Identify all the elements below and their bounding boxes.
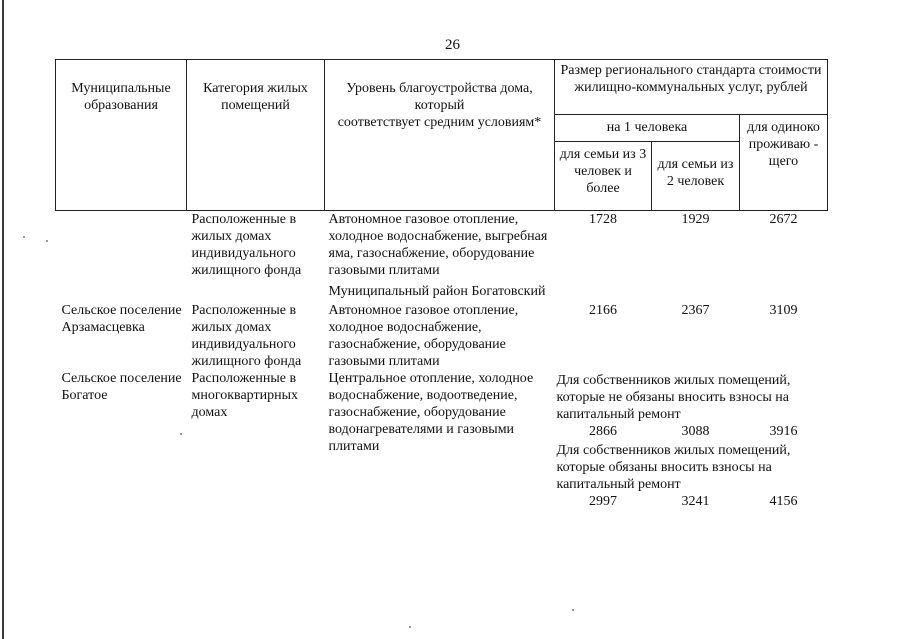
- cell-value-family3: 2166: [589, 303, 617, 318]
- standards-table: [55, 59, 828, 510]
- header-standard-line1: Размер регионального стандарта стоимости: [560, 63, 822, 78]
- header-category: Категория жилых помещений: [187, 60, 325, 211]
- cell-category: Расположенные в жилых домах индивидуального жилищного фонда: [191, 212, 302, 278]
- cell-value-single: 3109: [769, 303, 798, 318]
- header-level-line1: Уровень благоустройства дома, который: [346, 81, 533, 113]
- cell-value-single: 4156: [769, 494, 798, 509]
- scan-speck: [23, 236, 25, 238]
- page-number: 26: [445, 37, 460, 53]
- header-family2: для семьи из 2 человек: [652, 142, 740, 211]
- cell-category: Расположенные в жилых домах индивидуального жилищного фонда: [191, 303, 302, 369]
- cell-value-family2: 3088: [681, 424, 710, 439]
- note-capital-repair: Для собственников жилых помещений, которые обязаны вносить взносы на капитальный ремонт: [556, 443, 791, 492]
- cell-municipality: Сельское поселение Арзамасцевка: [61, 303, 182, 335]
- cell-value-family3: 2997: [589, 494, 617, 509]
- header-single: для одиноко проживаю - щего: [740, 115, 828, 211]
- scan-speck: [180, 433, 182, 435]
- header-family3: для семьи из 3 человек и более: [555, 142, 652, 211]
- scan-left-edge: [2, 0, 4, 639]
- header-per-person: на 1 человека: [555, 115, 740, 142]
- header-municipality: Муниципальные образования: [56, 60, 187, 211]
- district-heading: Муниципальный район Богатовский: [328, 284, 546, 299]
- note-no-capital-repair: Для собственников жилых помещений, которые не обязаны вносить взносы на капитальный ремонт: [556, 373, 791, 422]
- scan-speck: [572, 609, 574, 611]
- cell-level: Автономное газовое отопление, холодное водоснабжение, газоснабжение, оборудование газовыми плитами: [328, 303, 519, 369]
- scan-speck: [46, 240, 48, 242]
- cell-value-single: 3916: [769, 424, 798, 439]
- cell-level: Автономное газовое отопление, холодное водоснабжение, выгребная яма, газоснабжение, оборудование газовыми плитами: [328, 212, 548, 278]
- header-standard-line2: жилищно-коммунальных услуг, рублей: [574, 80, 808, 95]
- cell-value-family3: 1728: [589, 212, 617, 227]
- header-level: [325, 60, 555, 211]
- cell-value-family3: 2866: [589, 424, 617, 439]
- cell-category: Расположенные в многоквартирных домах: [191, 371, 299, 420]
- cell-value-family2: 1929: [681, 212, 710, 227]
- table-row: [56, 370, 828, 423]
- header-standard: [555, 60, 828, 115]
- cell-value-family2: 2367: [681, 303, 710, 318]
- district-row: [56, 279, 828, 302]
- cell-value-single: 2672: [769, 212, 798, 227]
- cell-level: Центральное отопление, холодное водоснабжение, водоотведение, газоснабжение, оборудование водонагревателями и газовыми плитами: [328, 371, 534, 454]
- header-level-line2: соответствует средним условиям*: [337, 115, 542, 130]
- table-row: [56, 302, 828, 370]
- cell-municipality: [56, 211, 187, 280]
- table-row: [56, 211, 828, 280]
- cell-municipality: Сельское поселение Богатое: [61, 371, 182, 403]
- scan-speck: [409, 626, 411, 628]
- cell-value-family2: 3241: [681, 494, 710, 509]
